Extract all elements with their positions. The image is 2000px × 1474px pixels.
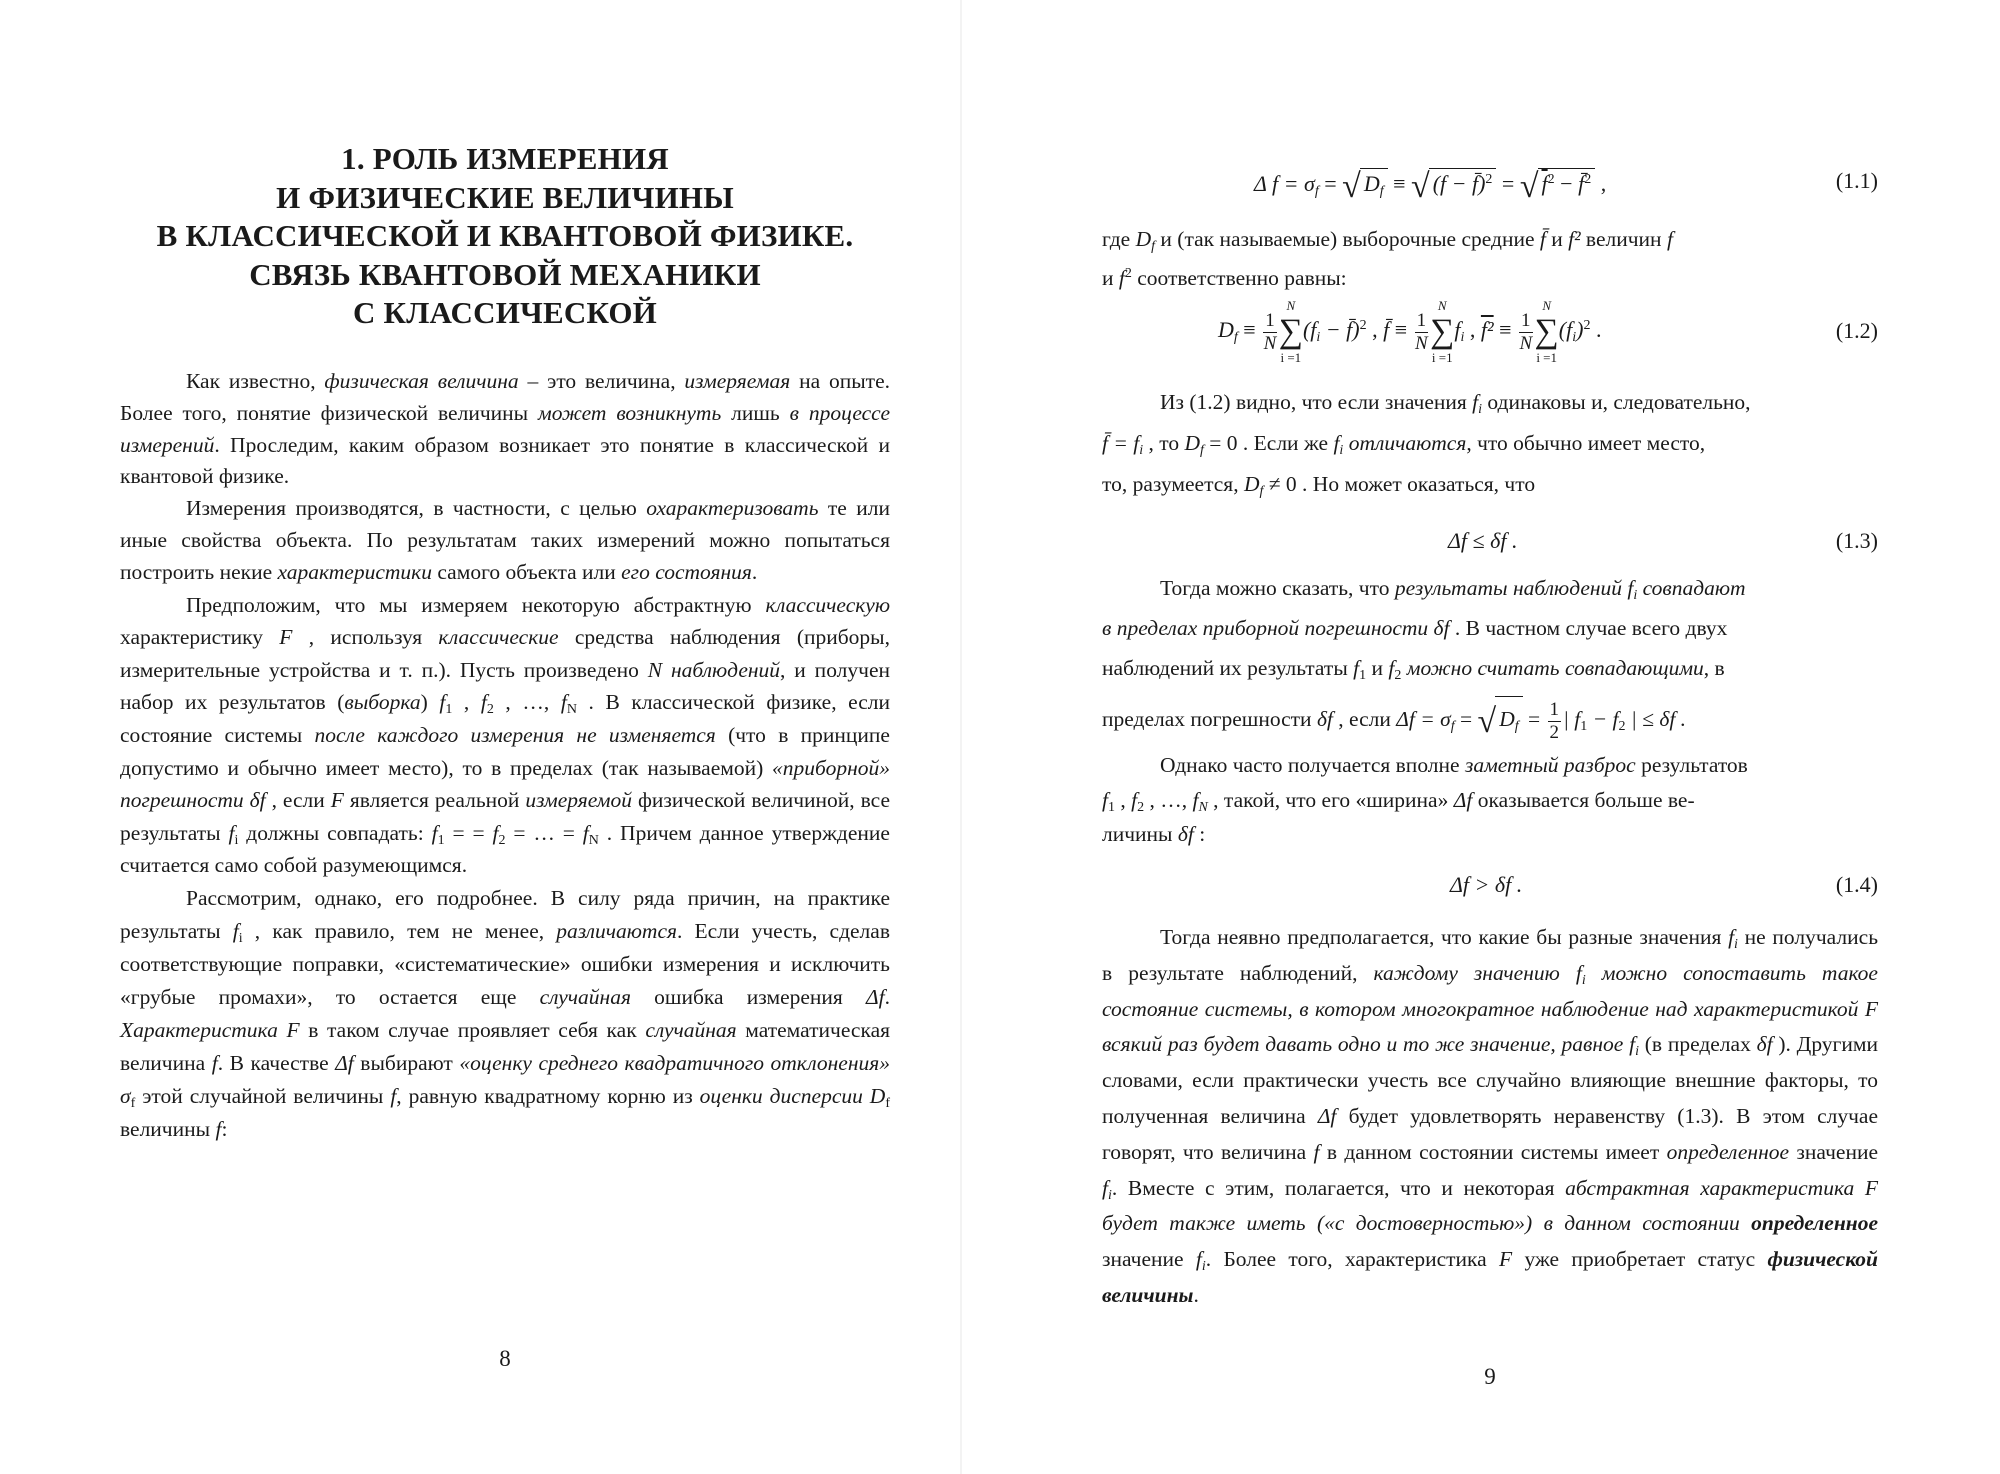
equation-body: Δf > δf .: [1450, 872, 1523, 897]
chapter-title-line: И ФИЗИЧЕСКИЕ ВЕЛИЧИНЫ: [276, 179, 734, 215]
paragraph: Как известно, физическая величина – это величина, измеряемая на опыте. Более того, понятие физической величины может возникнуть лишь в процессе измерений. Проследим, каким образом возникает это понятие в классической и квантовой физике.: [120, 369, 890, 489]
paragraph: Однако часто получается вполне заметный разброс результатов $f_1$ , $f_2$ , …, $f_N$ , такой, что его «ширина» Δf оказывается больше ве- личины δf :: [1102, 753, 1748, 846]
chapter-title-line: СВЯЗЬ КВАНТОВОЙ МЕХАНИКИ: [249, 256, 761, 292]
page-number: 9: [1484, 1364, 1496, 1389]
chapter-title-line: С КЛАССИЧЕСКОЙ: [353, 295, 657, 330]
equation-1-3: [1102, 528, 1878, 560]
chapter-title-line: В КЛАССИЧЕСКОЙ И КВАНТОВОЙ ФИЗИКЕ.: [156, 218, 854, 253]
left-body-text: [120, 366, 890, 1146]
equation-1-2: [1102, 298, 1878, 368]
equation-body: Δf ≤ δf .: [1448, 528, 1518, 553]
text-line: и $f^2$ соответственно равны:: [1102, 266, 1347, 290]
paragraph: Предположим, что мы измеряем некоторую абстрактную классическую характеристику F , используя классические средства наблюдения (приборы, измерительные устройства и т. п.). Пусть произведено N наблюдений, и получен набор их результатов (выборка) $f_1$ , $f_2$ , …, $f_N$ . В классической физике, если состояние системы после каждого измерения не изменяется (что в принципе допустимо и обычно имеет место), то в пределах (так называемой) «приборной» погрешности δf , если F является реальной измеряемой физической величиной, все результаты $f_i$ должны совпадать: $f_1$ = = $f_2$ = … = $f_N$ . Причем данное утверждение считается само собой разумеющимся.: [120, 592, 891, 878]
paragraph: Тогда неявно предполагается, что какие бы разные значения $f_i$ не получались в результате наблюдений, каждому значению $f_i$ можно сопоставить такое состояние системы, в котором многократное наблюдение над характеристикой F всякий раз будет давать одно и то же значение, равное $f_i$ (в пределах δf ). Другими словами, если практически учесть все случайно влияющие внешние факторы, то полученная величина Δf будет удовлетворять неравенству (1.3). В этом случае говорят, что величина f в данном состоянии системы имеет определенное значение $f_i$. Вместе с этим, полагается, что и некоторая абстрактная характеристика F будет также иметь («с достоверностью») в данном состоянии определенное значение $f_i$. Более того, характеристика F уже приобретает статус физической величины.: [1102, 925, 1879, 1307]
paragraph: Тогда можно сказать, что результаты наблюдений $f_i$ совпадают в пределах приборной погрешности δf . В частном случае всего двух наблюдений их результаты $f_1$ и $f_2$ можно считать совпадающими, в пределах погрешности δf , если $\Delta f = \sigma_f$ = √ $D_f$ = $\frac{1}{2}$ | $f_1 - f_2$ | ≤ δf .: [1102, 576, 1746, 743]
equation-number: (1.1): [1835, 168, 1878, 193]
equation-body: Δ $f = \sigma_f$ = √ $D_f$ ≡ √ (f − f̄)$^2$ = √ $f^2$ − f̄$^2$ ,: [1254, 168, 1607, 205]
text-line: где $D_f$ и (так называемые) выборочные средние f̄ и f² величин f: [1102, 227, 1673, 254]
paragraph: Рассмотрим, однако, его подробнее. В силу ряда причин, на практике результаты $f_i$ , как правило, тем не менее, различаются. Если учесть, сделав соответствующие поправки, «систематические» ошибки измерения и исключить «грубые промахи», то остается еще случайная ошибка измерения Δf. Характеристика F в таком случае проявляет себя как случайная математическая величина f. В качестве Δf выбирают «оценку среднего квадратичного отклонения» $\sigma_f$ этой случайной величины f, равную квадратному корню из оценки дисперсии $D_f$ величины f:: [120, 885, 891, 1141]
equation-body: $D_f$ ≡ $\frac{1}{N}$ N ∑ i =1 ($f_i$ − f̄)$^2$ , f̄ ≡ $\frac{1}{N}$ N ∑ i =1 $f_i$ , f² ≡ $\frac{1}{N}$ N ∑ i =1 $(f_i)^2$ .: [1218, 298, 1602, 365]
page-number: 8: [499, 1346, 511, 1371]
chapter-title: [120, 140, 890, 333]
equation-1-4: [1102, 872, 1878, 904]
equation-number: (1.3): [1835, 528, 1878, 553]
equation-number: (1.2): [1835, 318, 1878, 343]
equation-1-1: [1102, 168, 1878, 208]
chapter-title-line: 1. РОЛЬ ИЗМЕРЕНИЯ: [341, 141, 669, 176]
paragraph: Из (1.2) видно, что если значения $f_i$ одинаковы и, следовательно, f̄ = $f_i$ , то $D_f = 0$ . Если же $f_i$ отличаются, что обычно имеет место, то, разумеется, $D_f \ne 0$ . Но может оказаться, что: [1102, 390, 1751, 499]
equation-number: (1.4): [1835, 872, 1878, 897]
book-gutter: [960, 0, 962, 1474]
paragraph: Измерения производятся, в частности, с целью охарактеризовать те или иные свойства объекта. По результатам таких измерений можно попытаться построить некие характеристики самого объекта или его состояния.: [120, 496, 891, 584]
